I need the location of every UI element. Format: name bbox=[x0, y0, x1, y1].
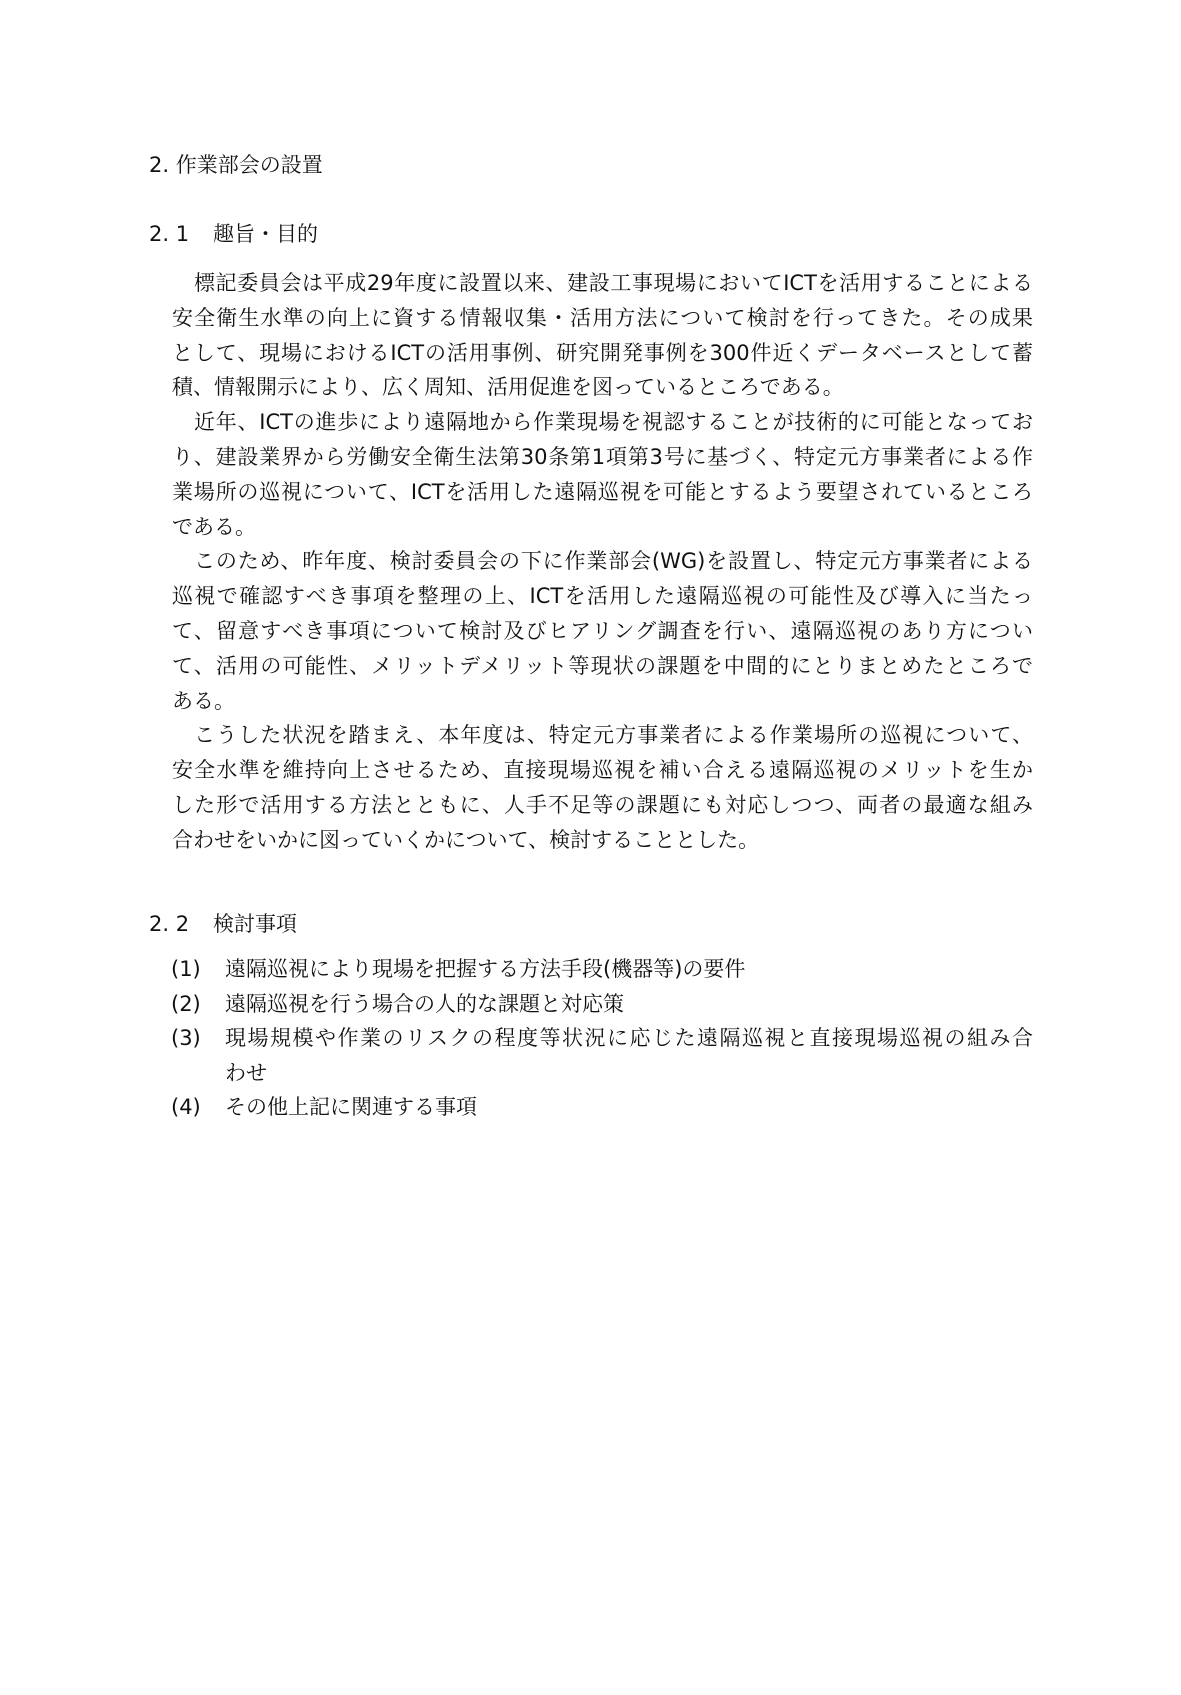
paragraph-line: ある。 bbox=[172, 689, 235, 713]
list-item-label: (4) bbox=[171, 1095, 201, 1119]
paragraph-line: として、現場におけるICTの活用事例、研究開発事例を300件近くデータベースとして蓄 bbox=[172, 341, 1033, 365]
paragraph-line: した形で活用する方法とともに、人手不足等の課題にも対応しつつ、両者の最適な組み bbox=[172, 793, 1033, 817]
list-item-text: わせ bbox=[225, 1061, 267, 1085]
subsection-number: 2. 1 bbox=[149, 222, 190, 246]
list-item-text: 現場規模や作業のリスクの程度等状況に応じた遠隔巡視と直接現場巡視の組み合 bbox=[225, 1026, 1033, 1050]
subsection-number: 2. 2 bbox=[149, 912, 190, 936]
paragraph-line: 積、情報開示により、広く周知、活用促進を図っているところである。 bbox=[172, 375, 844, 399]
paragraph-line: 業場所の巡視について、ICTを活用した遠隔巡視を可能とするよう要望されているところ bbox=[172, 480, 1033, 504]
list-item-label: (3) bbox=[171, 1026, 201, 1050]
list-item-label: (1) bbox=[171, 957, 201, 981]
paragraph-line: て、活用の可能性、メリットデメリット等現状の課題を中間的にとりまとめたところで bbox=[172, 654, 1033, 678]
paragraph-line: 近年、ICTの進歩により遠隔地から作業現場を視認することが技術的に可能となってお bbox=[194, 410, 1033, 434]
paragraph-line: こうした状況を踏まえ、本年度は、特定元方事業者による作業場所の巡視について、 bbox=[194, 723, 1033, 747]
paragraph-line: て、留意すべき事項について検討及びヒアリング調査を行い、遠隔巡視のあり方につい bbox=[172, 619, 1033, 643]
paragraph-line: 巡視で確認すべき事項を整理の上、ICTを活用した遠隔巡視の可能性及び導入に当たっ bbox=[172, 584, 1033, 608]
list-item-label: (2) bbox=[171, 992, 201, 1016]
paragraph-line: 標記委員会は平成29年度に設置以来、建設工事現場においてICTを活用することによる bbox=[194, 271, 1033, 295]
paragraph-line: このため、昨年度、検討委員会の下に作業部会(WG)を設置し、特定元方事業者による bbox=[194, 549, 1033, 573]
list-item-text: 遠隔巡視を行う場合の人的な課題と対応策 bbox=[225, 992, 624, 1016]
paragraph-line: り、建設業界から労働安全衛生法第30条第1項第3号に基づく、特定元方事業者による作 bbox=[172, 445, 1033, 469]
subsection-title: 趣旨・目的 bbox=[213, 222, 318, 246]
paragraph-line: 合わせをいかに図っていくかについて、検討することとした。 bbox=[172, 828, 760, 852]
paragraph-line: 安全水準を維持向上させるため、直接現場巡視を補い合える遠隔巡視のメリットを生か bbox=[172, 758, 1033, 782]
section-title: 2. 作業部会の設置 bbox=[149, 153, 323, 177]
paragraph-line: である。 bbox=[172, 515, 256, 539]
list-item-text: 遠隔巡視により現場を把握する方法手段(機器等)の要件 bbox=[225, 957, 746, 981]
list-item-text: その他上記に関連する事項 bbox=[225, 1095, 477, 1119]
paragraph-line: 安全衛生水準の向上に資する情報収集・活用方法について検討を行ってきた。その成果 bbox=[172, 306, 1033, 330]
subsection-title: 検討事項 bbox=[213, 912, 297, 936]
